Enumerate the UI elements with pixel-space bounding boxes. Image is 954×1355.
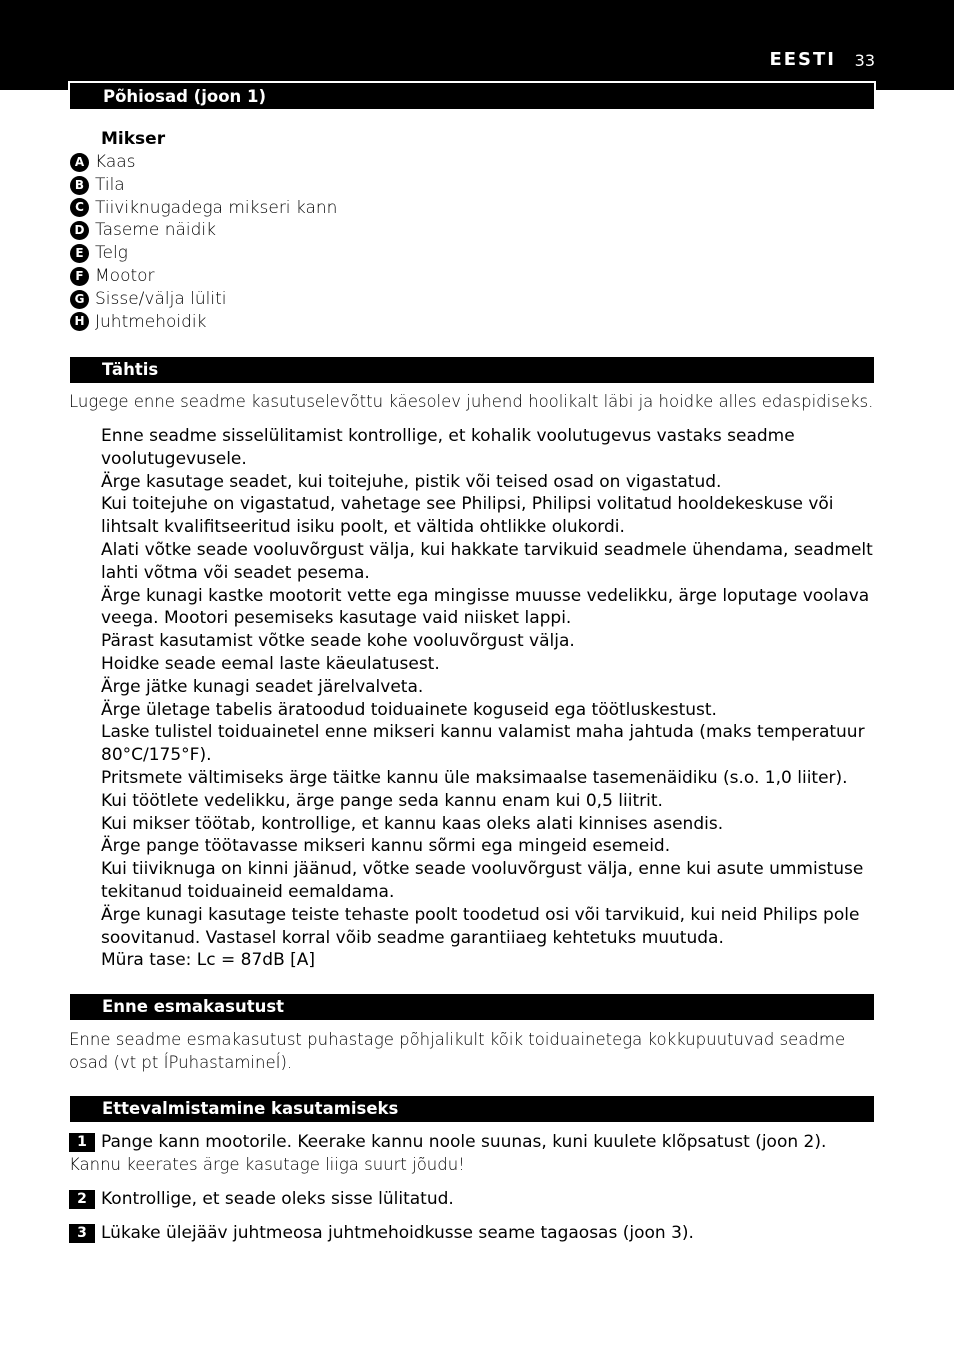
part-label: Mootor bbox=[95, 265, 155, 286]
part-label: Tiiviknugadega mikseri kann bbox=[95, 197, 338, 218]
mixer-title: Mikser bbox=[101, 129, 166, 149]
part-item bbox=[70, 288, 337, 311]
warning-item: Kui toitejuhe on vigastatud, vahetage see Philipsi, Philipsi volitatud hooldekeskuse või lihtsalt kvalifitseeritud isiku poolt, et vältida ohtlikke olukordi. bbox=[101, 494, 834, 538]
part-item bbox=[70, 151, 337, 174]
step-row bbox=[69, 1222, 875, 1245]
part-label: Kaas bbox=[95, 152, 136, 172]
step-number-badge: 3 bbox=[69, 1224, 95, 1243]
section-heading-preparing: Ettevalmistamine kasutamiseks bbox=[70, 1096, 874, 1122]
letter-g-icon: G bbox=[70, 290, 89, 309]
letter-e-icon: E bbox=[70, 244, 89, 263]
warning-item: Pärast kasutamist võtke seade kohe vooluvõrgust välja. bbox=[101, 631, 575, 652]
letter-d-icon: D bbox=[70, 221, 89, 240]
warning-item: Alati võtke seade vooluvõrgust välja, kui hakkate tarvikuid seadmele ühendama, seadmelt lahti võtma või seadet pesema. bbox=[101, 539, 873, 583]
warning-item: Laske tulistel toiduainetel enne mikseri kannu valamist maha jahtuda (maks temperatuur 80°C/175°F). bbox=[101, 722, 865, 766]
letter-b-icon: B bbox=[70, 176, 89, 195]
warning-item: Ärge jätke kunagi seadet järelvalveta. bbox=[101, 676, 424, 697]
step-note: Kannu keerates ärge kasutage liiga suurt jõudu! bbox=[69, 1154, 465, 1174]
important-intro: Lugege enne seadme kasutuselevõttu käesolev juhend hoolikalt läbi ja hoidke alles edaspidiseks. bbox=[69, 392, 874, 411]
letter-h-icon: H bbox=[70, 312, 89, 331]
warnings-list bbox=[101, 425, 876, 972]
step-row bbox=[69, 1188, 875, 1211]
part-item bbox=[70, 265, 337, 288]
section-heading-important: Tähtis bbox=[70, 357, 874, 383]
before-first-use-text: Enne seadme esmakasutust puhastage põhjalikult kõik toiduainetega kokkupuutuvad seadme osad (vt pt ÍPuhastamineÍ). bbox=[69, 1030, 846, 1072]
letter-a-icon: A bbox=[70, 153, 89, 172]
letter-f-icon: F bbox=[70, 267, 89, 286]
step-3 bbox=[69, 1222, 875, 1245]
warning-item: Ärge kunagi kastke mootorit vette ega mingisse muusse vedelikku, ärge loputage voolava veega. Mootori pesemiseks kasutage vaid niisket lappi. bbox=[101, 585, 870, 629]
page-header bbox=[0, 0, 954, 90]
warning-item: Ärge pange töötavasse mikseri kannu sõrmi ega mingeid esemeid. bbox=[101, 836, 671, 857]
section-heading-parts: Põhiosad (joon 1) bbox=[70, 83, 874, 109]
part-label: Taseme näidik bbox=[95, 220, 217, 241]
part-item bbox=[70, 219, 337, 242]
warning-item: Pritsmete vältimiseks ärge täitke kannu üle maksimaalse tasemenäidiku (s.o. 1,0 liiter). Kui töötlete vedelikku, ärge pange seda kannu enam kui 0,5 liitrit. bbox=[101, 767, 848, 811]
part-label: Sisse/välja lüliti bbox=[95, 288, 227, 309]
step-text: Kontrollige, et seade oleks sisse lülitatud. bbox=[101, 1189, 454, 1209]
parts-list bbox=[70, 151, 337, 333]
warning-item: Kui tiiviknuga on kinni jäänud, võtke seade vooluvõrgust välja, enne kui asute ummistuse tekitanud toiduaineid eemaldama. bbox=[101, 859, 864, 902]
part-item bbox=[70, 174, 337, 197]
step-text: Lükake ülejääv juhtmeosa juhtmehoidkusse seame tagaosas (joon 3). bbox=[101, 1223, 694, 1243]
step-2 bbox=[69, 1188, 875, 1211]
step-text: Pange kann mootorile. Keerake kannu noole suunas, kuni kuulete klõpsatust (joon 2). bbox=[101, 1132, 827, 1152]
part-label: Telg bbox=[95, 243, 128, 264]
language-label: EESTI bbox=[769, 49, 836, 70]
part-label: Tila bbox=[95, 174, 125, 195]
part-label: Juhtmehoidik bbox=[95, 311, 207, 332]
page-number: 33 bbox=[854, 51, 875, 70]
letter-c-icon: C bbox=[70, 198, 89, 217]
warning-item: Enne seadme sisselülitamist kontrollige, et kohalik voolutugevus vastaks seadme voolutugevusele. bbox=[101, 426, 795, 469]
warning-item: Kui mikser töötab, kontrollige, et kannu kaas oleks alati kinnises asendis. bbox=[101, 813, 724, 834]
section-heading-before-first-use: Enne esmakasutust bbox=[70, 994, 874, 1020]
step-row bbox=[69, 1131, 875, 1154]
warning-item: Ärge ületage tabelis äratoodud toiduainete koguseid ega töötluskestust. bbox=[101, 699, 717, 720]
warning-item: Ärge kunagi kasutage teiste tehaste poolt toodetud osi või tarvikuid, kui neid Philips pole soovitanud. Vastasel korral võib seadme garantiiaeg kehtetuks muutuda. bbox=[101, 904, 860, 948]
part-item bbox=[70, 197, 337, 220]
step-1 bbox=[69, 1131, 875, 1177]
step-number-badge: 2 bbox=[69, 1190, 95, 1209]
part-item bbox=[70, 242, 337, 265]
warning-item: Hoidke seade eemal laste käeulatusest. bbox=[101, 653, 440, 674]
warning-item: Ärge kasutage seadet, kui toitejuhe, pistik või teised osad on vigastatud. bbox=[101, 471, 722, 492]
warning-item: Müra tase: Lc = 87dB [A] bbox=[101, 950, 316, 971]
part-item bbox=[70, 311, 337, 334]
step-number-badge: 1 bbox=[69, 1133, 95, 1152]
